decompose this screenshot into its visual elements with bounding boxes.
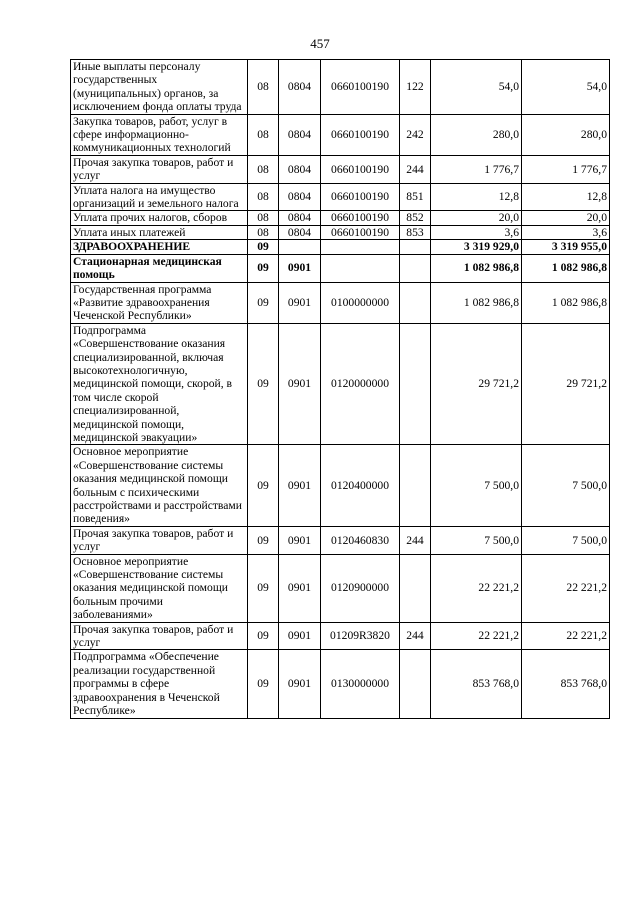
amount-year2-cell: 7 500,0 <box>522 445 610 526</box>
target-article-cell: 0100000000 <box>321 282 400 323</box>
section-code-cell: 08 <box>248 211 279 225</box>
expense-type-cell <box>400 650 431 718</box>
table-row <box>71 183 610 211</box>
expense-type-cell <box>400 445 431 526</box>
expense-type-cell <box>400 282 431 323</box>
target-article-cell: 01209R3820 <box>321 622 400 650</box>
table-row <box>71 225 610 239</box>
amount-year1-cell: 7 500,0 <box>431 526 522 554</box>
section-code-cell: 09 <box>248 650 279 718</box>
amount-year1-cell: 3,6 <box>431 225 522 239</box>
row-name-cell: Прочая закупка товаров, работ и услуг <box>71 622 248 650</box>
section-code-cell: 09 <box>248 240 279 254</box>
table-row <box>71 323 610 445</box>
amount-year2-cell: 280,0 <box>522 114 610 155</box>
table-row <box>71 240 610 254</box>
row-name-cell: Уплата иных платежей <box>71 225 248 239</box>
target-article-cell: 0120000000 <box>321 323 400 445</box>
amount-year2-cell: 54,0 <box>522 60 610 115</box>
amount-year2-cell: 20,0 <box>522 211 610 225</box>
subsection-code-cell: 0901 <box>279 323 321 445</box>
expense-type-cell: 852 <box>400 211 431 225</box>
subsection-code-cell: 0901 <box>279 650 321 718</box>
expense-type-cell <box>400 240 431 254</box>
expense-type-cell: 244 <box>400 622 431 650</box>
table-row <box>71 155 610 183</box>
amount-year2-cell: 3 319 955,0 <box>522 240 610 254</box>
table-row <box>71 554 610 622</box>
expense-type-cell: 853 <box>400 225 431 239</box>
amount-year1-cell: 1 776,7 <box>431 155 522 183</box>
amount-year2-cell: 1 082 986,8 <box>522 254 610 282</box>
row-name-cell: Прочая закупка товаров, работ и услуг <box>71 155 248 183</box>
amount-year2-cell: 1 776,7 <box>522 155 610 183</box>
target-article-cell: 0660100190 <box>321 211 400 225</box>
expense-type-cell: 122 <box>400 60 431 115</box>
subsection-code-cell: 0901 <box>279 554 321 622</box>
target-article-cell: 0660100190 <box>321 60 400 115</box>
amount-year1-cell: 22 221,2 <box>431 622 522 650</box>
section-code-cell: 09 <box>248 622 279 650</box>
amount-year2-cell: 3,6 <box>522 225 610 239</box>
amount-year1-cell: 7 500,0 <box>431 445 522 526</box>
subsection-code-cell: 0804 <box>279 114 321 155</box>
row-name-cell: ЗДРАВООХРАНЕНИЕ <box>71 240 248 254</box>
table-row <box>71 114 610 155</box>
page-number: 457 <box>310 36 330 51</box>
amount-year2-cell: 7 500,0 <box>522 526 610 554</box>
target-article-cell: 0660100190 <box>321 225 400 239</box>
row-name-cell: Стационарная медицинская помощь <box>71 254 248 282</box>
section-code-cell: 09 <box>248 554 279 622</box>
amount-year1-cell: 20,0 <box>431 211 522 225</box>
expense-type-cell: 851 <box>400 183 431 211</box>
row-name-cell: Иные выплаты персоналу государственных (муниципальных) органов, за исключением фонда оплаты труда <box>71 60 248 115</box>
section-code-cell: 08 <box>248 60 279 115</box>
section-code-cell: 09 <box>248 254 279 282</box>
target-article-cell <box>321 254 400 282</box>
expense-type-cell <box>400 554 431 622</box>
section-code-cell: 09 <box>248 323 279 445</box>
amount-year2-cell: 29 721,2 <box>522 323 610 445</box>
target-article-cell: 0660100190 <box>321 183 400 211</box>
section-code-cell: 08 <box>248 155 279 183</box>
row-name-cell: Подпрограмма «Совершенствование оказания специализированной, включая высокотехнологичную, медицинской помощи, скорой, в том числе скорой специализированной, медицинской помощи, медицинской эвакуации» <box>71 323 248 445</box>
row-name-cell: Уплата прочих налогов, сборов <box>71 211 248 225</box>
subsection-code-cell: 0804 <box>279 60 321 115</box>
amount-year2-cell: 22 221,2 <box>522 622 610 650</box>
amount-year1-cell: 3 319 929,0 <box>431 240 522 254</box>
subsection-code-cell: 0901 <box>279 622 321 650</box>
table-row <box>71 282 610 323</box>
subsection-code-cell: 0901 <box>279 282 321 323</box>
row-name-cell: Уплата налога на имущество организаций и земельного налога <box>71 183 248 211</box>
target-article-cell: 0120900000 <box>321 554 400 622</box>
subsection-code-cell: 0901 <box>279 526 321 554</box>
expense-type-cell <box>400 323 431 445</box>
expense-type-cell: 242 <box>400 114 431 155</box>
amount-year2-cell: 12,8 <box>522 183 610 211</box>
target-article-cell: 0660100190 <box>321 114 400 155</box>
section-code-cell: 09 <box>248 526 279 554</box>
row-name-cell: Основное мероприятие «Совершенствование системы оказания медицинской помощи больным с психическими расстройствами и расстройствами поведения» <box>71 445 248 526</box>
amount-year1-cell: 22 221,2 <box>431 554 522 622</box>
amount-year1-cell: 12,8 <box>431 183 522 211</box>
amount-year1-cell: 853 768,0 <box>431 650 522 718</box>
amount-year2-cell: 22 221,2 <box>522 554 610 622</box>
amount-year1-cell: 1 082 986,8 <box>431 254 522 282</box>
section-code-cell: 08 <box>248 183 279 211</box>
expense-type-cell <box>400 254 431 282</box>
expense-type-cell: 244 <box>400 526 431 554</box>
expense-type-cell: 244 <box>400 155 431 183</box>
table-row <box>71 526 610 554</box>
subsection-code-cell: 0901 <box>279 254 321 282</box>
amount-year1-cell: 280,0 <box>431 114 522 155</box>
row-name-cell: Закупка товаров, работ, услуг в сфере информационно-коммуникационных технологий <box>71 114 248 155</box>
target-article-cell: 0130000000 <box>321 650 400 718</box>
target-article-cell: 0120460830 <box>321 526 400 554</box>
subsection-code-cell: 0804 <box>279 211 321 225</box>
section-code-cell: 09 <box>248 282 279 323</box>
subsection-code-cell: 0901 <box>279 445 321 526</box>
row-name-cell: Основное мероприятие «Совершенствование системы оказания медицинской помощи больным прочими заболеваниями» <box>71 554 248 622</box>
table-row <box>71 211 610 225</box>
amount-year2-cell: 853 768,0 <box>522 650 610 718</box>
amount-year1-cell: 54,0 <box>431 60 522 115</box>
table-row <box>71 445 610 526</box>
row-name-cell: Государственная программа «Развитие здравоохранения Чеченской Республики» <box>71 282 248 323</box>
amount-year1-cell: 1 082 986,8 <box>431 282 522 323</box>
row-name-cell: Подпрограмма «Обеспечение реализации государственной программы в сфере здравоохранения в Чеченской Республике» <box>71 650 248 718</box>
section-code-cell: 08 <box>248 114 279 155</box>
target-article-cell <box>321 240 400 254</box>
target-article-cell: 0660100190 <box>321 155 400 183</box>
amount-year1-cell: 29 721,2 <box>431 323 522 445</box>
budget-table <box>70 59 610 719</box>
section-code-cell: 08 <box>248 225 279 239</box>
subsection-code-cell: 0804 <box>279 225 321 239</box>
table-row <box>71 650 610 718</box>
row-name-cell: Прочая закупка товаров, работ и услуг <box>71 526 248 554</box>
subsection-code-cell <box>279 240 321 254</box>
amount-year2-cell: 1 082 986,8 <box>522 282 610 323</box>
subsection-code-cell: 0804 <box>279 183 321 211</box>
subsection-code-cell: 0804 <box>279 155 321 183</box>
target-article-cell: 0120400000 <box>321 445 400 526</box>
section-code-cell: 09 <box>248 445 279 526</box>
table-row <box>71 622 610 650</box>
table-row <box>71 254 610 282</box>
table-row <box>71 60 610 115</box>
